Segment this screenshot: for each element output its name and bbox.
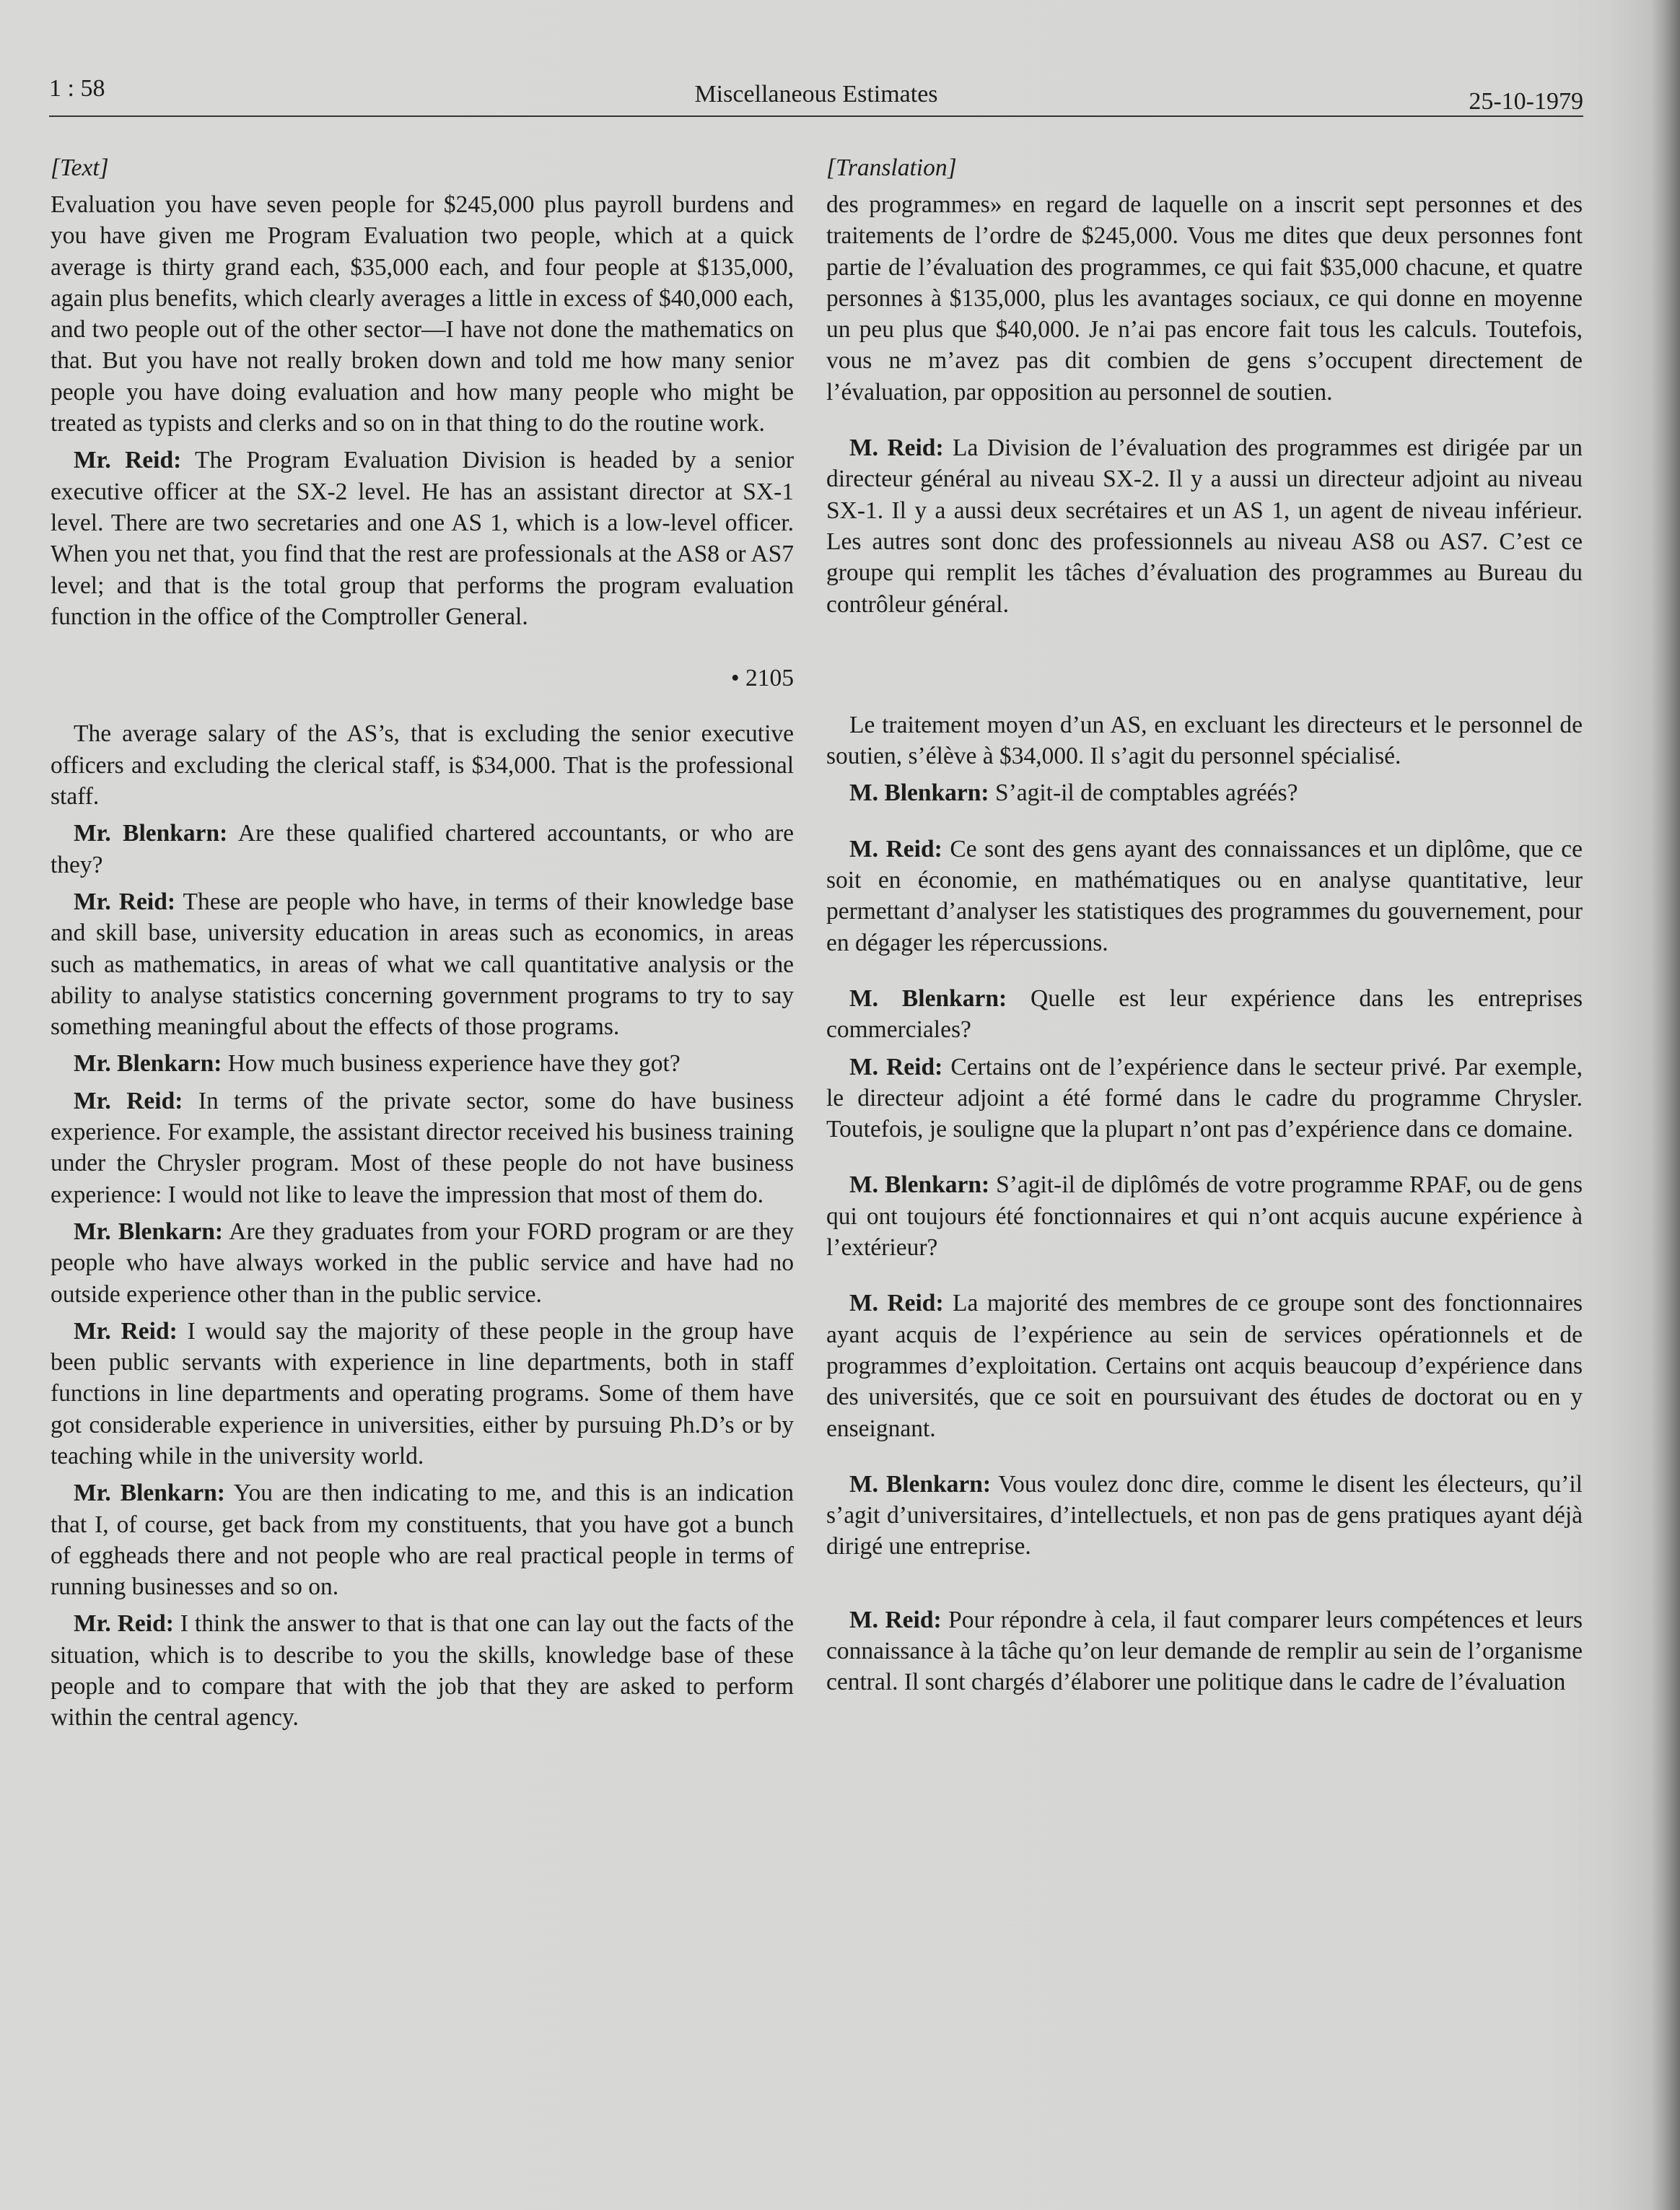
paragraph: [826, 983, 1583, 1046]
header-rule: [49, 115, 1583, 117]
speaker-name: M. Blenkarn:: [849, 1470, 992, 1498]
speaker-name: Mr. Reid:: [74, 1610, 174, 1638]
paragraph: Le traitement moyen d’un AS, en excluant les directeurs et le personnel de soutien, s’élève à $34,000. Il s’agit du personnel spécialisé.: [826, 711, 1583, 770]
paragraph: [826, 1469, 1583, 1563]
paragraph: [826, 1169, 1583, 1263]
paragraph: [51, 1216, 794, 1310]
column-label: [Translation]: [826, 154, 957, 181]
page-number: 1 : 58: [49, 75, 105, 102]
paragraph: The average salary of the AS’s, that is excluding the senior executive officers and excluding the clerical staff, is $34,000. That is the professional staff.: [51, 720, 794, 811]
page-edge-shadow: [1651, 0, 1680, 2210]
speech-text: I think the answer to that is that one can lay out the facts of the situation, which is to describe to you the skills, knowledge base of these people and to compare that with the job that they are asked to perform within the central agency.: [51, 1610, 794, 1731]
speaker-name: M. Reid:: [849, 1290, 944, 1317]
column-label: [Text]: [51, 154, 109, 181]
speech-text: La majorité des membres de ce groupe sont des fonctionnaires ayant acquis de l’expérience au sein de services opérationnels et de programmes d’exploitation. Certains ont acquis beaucoup d’expérience dans des universités, que ce soit en poursuivant des études de doctorat ou en y enseignant.: [826, 1290, 1583, 1442]
paragraph: [51, 1086, 794, 1210]
paragraph: [826, 1052, 1583, 1145]
speaker-name: M. Blenkarn:: [849, 779, 989, 807]
page-header: [49, 75, 1583, 118]
speech-text: Certains ont de l’expérience dans le secteur privé. Par exemple, le directeur adjoint a été formé dans le cadre du programme Chrysler. Toutefois, je souligne que la plupart n’ont pas d’expérience dans ce domaine.: [826, 1053, 1583, 1143]
speaker-name: Mr. Blenkarn:: [74, 1218, 224, 1245]
speaker-name: Mr. Blenkarn:: [74, 1050, 222, 1078]
speech-text: Quelle est leur expérience dans les entreprises commerciales?: [826, 984, 1583, 1044]
speaker-name: M. Blenkarn:: [849, 1171, 990, 1199]
speaker-name: Mr. Blenkarn:: [74, 1480, 225, 1507]
speaker-name: M. Reid:: [849, 434, 944, 462]
paragraph: [826, 834, 1583, 958]
speaker-name: Mr. Reid:: [74, 888, 176, 915]
speech-text: Are these qualified chartered accountants, or who are they?: [51, 820, 794, 878]
page-date: 25-10-1979: [1469, 88, 1583, 115]
speech-text: I would say the majority of these people in the group have been public servants with experience in line departments, both in staff functions in line departments and operating programs. Some of them have got considerable experience in universities, either by pursuing Ph.D’s or by teaching while in the university world.: [51, 1317, 794, 1469]
speaker-name: M. Reid:: [849, 1606, 942, 1633]
english-column: [51, 152, 794, 1739]
french-column: [826, 152, 1583, 1704]
paragraph: des programmes» en regard de laquelle on a inscrit sept personnes et des traitements de l’ordre de $245,000. Vous me dites que deux personnes font partie de l’évaluation des programmes, ce qui fait $35,000 chacune, et quatre personnes à $135,000, plus les avantages sociaux, ce qui donne en moyenne un peu plus que $40,000. Je n’ai pas encore fait tous les calculs. Toutefois, vous ne m’avez pas dit combien de gens s’occupent directement de l’évaluation, par opposition au personnel de soutien.: [826, 191, 1583, 406]
speech-text: The Program Evaluation Division is headed by a senior executive officer at the SX-2 level. He has an assistant director at SX-1 level. There are two secretaries and one AS 1, which is a low-level officer. When you net that, you find that the rest are professionals at the AS8 or AS7 level; and that is the total group that performs the program evaluation function in the office of the Comptroller General.: [51, 447, 795, 630]
paragraph: Evaluation you have seven people for $245,000 plus payroll burdens and you have given me Program Evaluation two people, which at a quick average is thirty grand each, $35,000 each, and four people at $135,000, again plus benefits, which clearly averages a little in excess of $40,000 each, and two people out of the other sector—I have not done the mathematics on that. But you have not really broken down and told me how many senior people you have doing evaluation and how many people who might be treated as typists and clerks and so on in that thing to do the routine work.: [51, 191, 794, 437]
paragraph: [51, 1477, 794, 1602]
speaker-name: M. Reid:: [849, 1053, 943, 1080]
paragraph: [51, 1608, 794, 1733]
paragraph: [51, 886, 794, 1042]
speech-text: S’agit-il de comptables agréés?: [989, 779, 1298, 807]
speech-text: Ce sont des gens ayant des connaissances et un diplôme, que ce soit en économie, en mathématiques ou en analyse quantitative, leur permettant d’analyser les statistiques des programmes du gouvernement, pour en dégager les répercussions.: [826, 835, 1583, 956]
paragraph: [51, 1048, 794, 1079]
paragraph: [51, 1316, 794, 1472]
speaker-name: Mr. Reid:: [74, 447, 182, 474]
speech-text: You are then indicating to me, and this is an indication that I, of course, get back from my constituents, that you have got a bunch of eggheads there and not people who are real practical people in terms of running businesses and so on.: [51, 1480, 794, 1601]
speaker-name: Mr. Reid:: [74, 1087, 183, 1114]
speaker-name: Mr. Blenkarn:: [74, 820, 228, 847]
speaker-name: M. Blenkarn:: [849, 984, 1007, 1012]
speech-text: La Division de l’évaluation des programmes est dirigée par un directeur général au niveau SX-2. Il y a aussi un directeur adjoint au niveau SX-1. Il y a aussi deux secrétaires et un AS 1, un agent de niveau inférieur. Les autres sont donc des professionnels au niveau AS8 ou AS7. C’est ce groupe qui remplit les tâches d’évaluation des programmes au Bureau du contrôleur général.: [826, 434, 1583, 618]
speech-text: Pour répondre à cela, il faut comparer leurs compétences et leurs connaissance à la tâche qu’on leur demande de remplir au sein de l’organisme central. Il sont chargés d’élaborer une politique dans le cadre de l’évaluation: [826, 1606, 1583, 1696]
speech-text: In terms of the private sector, some do have business experience. For example, the assistant director received his business training under the Chrysler program. Most of these people do not have business experience: I would not like to leave the impression that most of them do.: [51, 1087, 794, 1208]
page-title: Miscellaneous Estimates: [694, 81, 938, 108]
paragraph: [826, 1288, 1583, 1444]
speaker-name: Mr. Reid:: [74, 1317, 178, 1345]
speech-text: These are people who have, in terms of their knowledge base and skill base, university education in areas such as economics, in areas such as mathematics, in areas of what we call quantitative analysis or the ability to analyse statistics concerning government programs to try to say something meaningful about the effects of those programs.: [51, 888, 795, 1041]
paragraph: [51, 445, 794, 632]
time-marker: • 2105: [730, 665, 794, 692]
speech-text: Vous voulez donc dire, comme le disent les électeurs, qu’il s’agit d’universitaires, d’intellectuels, et non pas de gens pratiques ayant déjà dirigé une entreprise.: [826, 1470, 1583, 1560]
speaker-name: M. Reid:: [849, 835, 942, 862]
paragraph: [826, 777, 1583, 808]
speech-text: S’agit-il de diplômés de votre programme RPAF, ou de gens qui ont toujours été fonctionnaires et qui n’ont acquis aucune expérience à l’extérieur?: [826, 1171, 1583, 1262]
speech-text: How much business experience have they got?: [222, 1050, 681, 1078]
speech-text: Are they graduates from your FORD program or are they people who have always worked in the public service and have had no outside experience other than in the public service.: [51, 1218, 794, 1308]
paragraph: [826, 432, 1583, 620]
paragraph: [826, 1604, 1583, 1698]
paragraph: [51, 818, 794, 881]
